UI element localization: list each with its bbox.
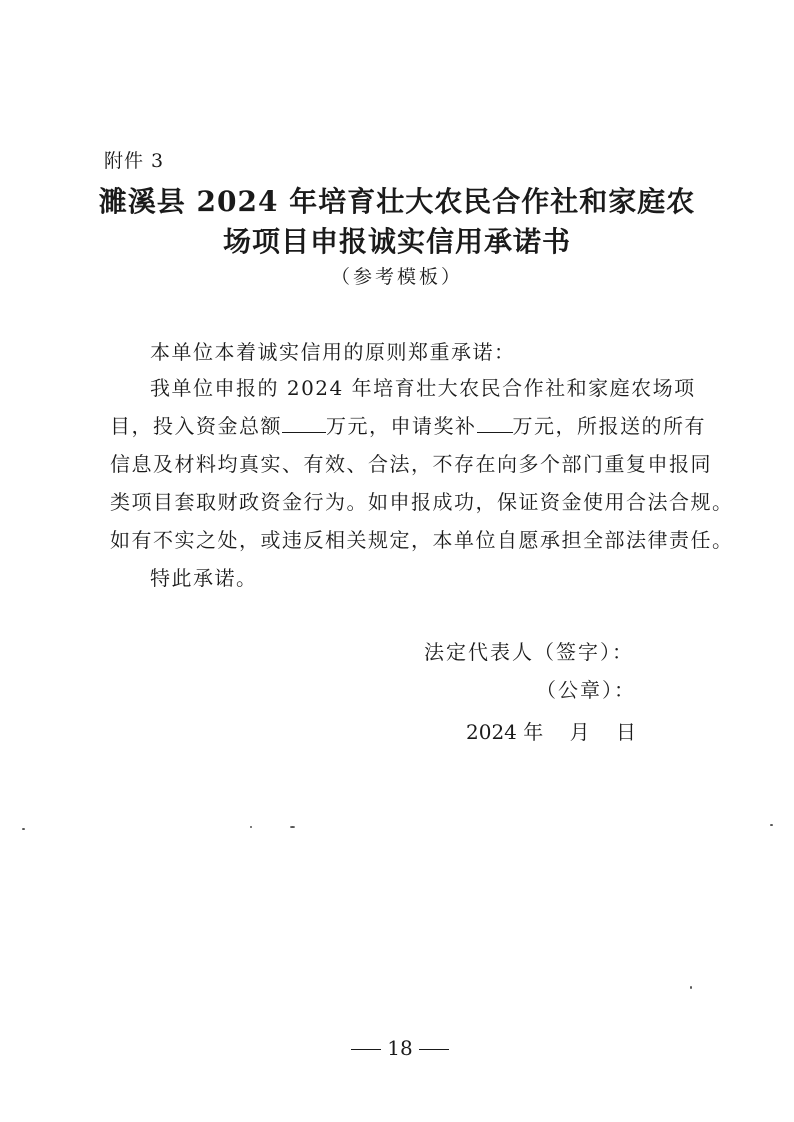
- date-day: 日: [615, 720, 636, 744]
- subsidy-blank: [477, 414, 513, 433]
- date-line: [466, 716, 642, 745]
- body-line-3-part-b: 万元，申请奖补: [326, 414, 477, 438]
- title-line-1: 濉溪县 2024 年培育壮大农民合作社和家庭农: [98, 185, 696, 218]
- body-line-5: 类项目套取财政资金行为。如申报成功，保证资金使用合法合规。: [110, 490, 734, 514]
- date-year: 2024 年: [466, 720, 544, 744]
- body-line-3: [110, 410, 706, 439]
- attachment-label: 附件 3: [104, 150, 165, 172]
- body-line-4: 信息及材料均真实、有效、合法，不存在向多个部门重复申报同: [110, 452, 712, 476]
- subtitle: （参考模板）: [330, 266, 463, 288]
- page-number-dash-left: [351, 1049, 381, 1050]
- body-line-1: 本单位本着诚实信用的原则郑重承诺：: [150, 340, 516, 364]
- total-investment-blank: [282, 414, 326, 433]
- representative-signature-label: 法定代表人（签字）：: [424, 640, 634, 664]
- official-seal-label: （公章）：: [536, 678, 636, 702]
- scan-speck: [22, 828, 25, 830]
- scan-speck: [250, 826, 252, 828]
- title-line-2: 场项目申报诚实信用承诺书: [222, 225, 571, 258]
- date-month: 月: [569, 720, 590, 744]
- body-line-7: 特此承诺。: [150, 566, 258, 590]
- body-line-3-part-c: 万元，所报送的所有: [512, 414, 706, 438]
- scan-speck: [770, 824, 773, 826]
- page-number-value: 18: [387, 1036, 413, 1060]
- body-line-2: 我单位申报的 2024 年培育壮大农民合作社和家庭农场项: [150, 376, 696, 400]
- page-number: [340, 1036, 460, 1060]
- page-number-dash-right: [419, 1049, 449, 1050]
- scan-speck: [690, 986, 692, 989]
- scan-speck: [290, 826, 295, 828]
- body-line-3-part-a: 目，投入资金总额: [110, 414, 282, 438]
- body-line-6: 如有不实之处，或违反相关规定，本单位自愿承担全部法律责任。: [110, 528, 734, 552]
